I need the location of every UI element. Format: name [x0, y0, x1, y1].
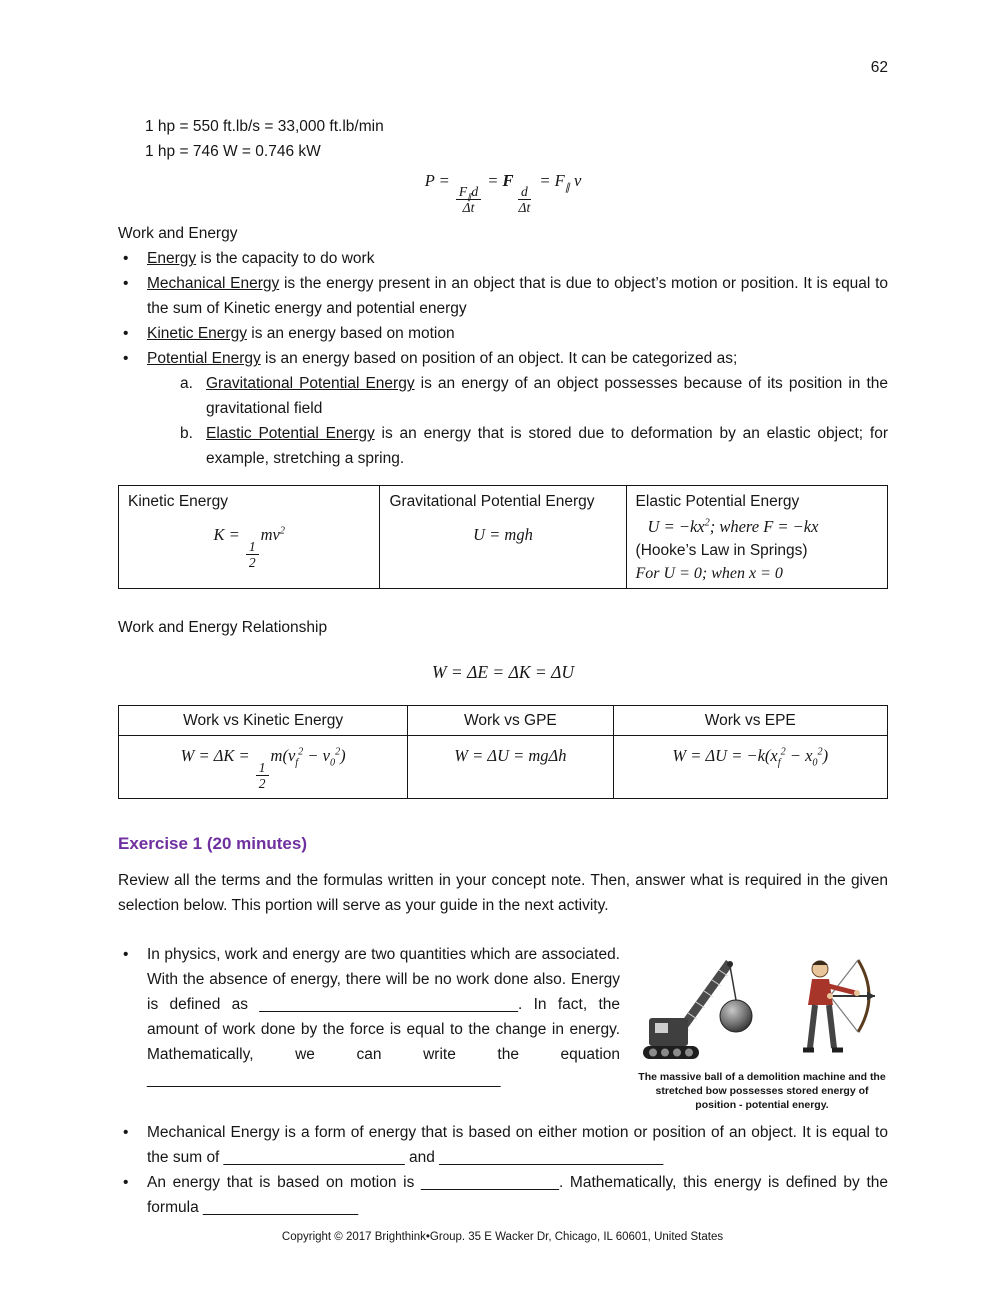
sub-item-label: b. [180, 425, 193, 443]
term-mechanical-energy: Mechanical Energy [147, 275, 280, 293]
kinetic-energy-formula: K = $\frac{1}{2}$ $mv^2$ [213, 525, 285, 570]
cell-kinetic-energy [119, 486, 380, 589]
exercise-bullet-3-text: An energy that is based on motion is ________________. Mathematically, this energy is defined by the formula __________________ [147, 1173, 888, 1216]
hookes-law-note: (Hooke’s Law in Springs) [635, 542, 808, 560]
exercise-bullet-1-text: In physics, work and energy are two quantities which are associated. With the absence of energy, there will be no work done also. Energy is defined as ______________________________. In fact, the amount of work done by the force is equal to the change in energy. Mathematically, we can write the equation _________________________________________ [147, 945, 620, 1088]
bullet-marker: • [123, 1173, 129, 1191]
term-energy: Energy [147, 250, 197, 268]
copyright-footer: Copyright © 2017 Brighthink•Group. 35 E Wacker Dr, Chicago, IL 60601, United States [281, 1231, 724, 1243]
hp-conversion-line-1: 1 hp = 550 ft.lb/s = 33,000 ft.lb/min [145, 118, 384, 135]
bullet-text [147, 271, 888, 321]
table-header-row [119, 706, 888, 736]
table-formula-row [119, 736, 888, 798]
bullet-marker: • [123, 945, 129, 963]
cell-header: Gravitational Potential Energy [389, 493, 595, 511]
sub-item-rest: is an energy that is stored due to deformation by an elastic object; for example, stretching a spring. [206, 425, 888, 468]
term-elastic-pe: Elastic Potential Energy [206, 425, 375, 443]
sub-item-gravitational-pe [118, 371, 888, 421]
bullet-mechanical-energy [118, 271, 888, 321]
hp-conversions [118, 114, 888, 164]
bullet-rest: is the capacity to do work [196, 250, 375, 268]
bullet-rest: is an energy based on position of an object. It can be categorized as; [260, 350, 738, 368]
hp-conversion-line-2: 1 hp = 746 W = 0.746 kW [145, 143, 321, 160]
bullet-kinetic-energy [118, 321, 888, 346]
archer-with-bow [803, 960, 875, 1050]
bullet-potential-energy [118, 346, 888, 371]
bullet-marker: • [123, 275, 129, 293]
exercise-bullet-1 [118, 942, 888, 1112]
work-vs-energy-table [118, 705, 888, 798]
bullet-energy [118, 246, 888, 271]
cell-elastic-pe [626, 486, 887, 589]
sub-item-elastic-pe [118, 421, 888, 471]
bullet-marker: • [123, 350, 129, 368]
exercise-title: Exercise 1 (20 minutes) [118, 833, 307, 853]
figure-block [620, 942, 888, 1112]
page-number: 62 [870, 59, 888, 76]
term-kinetic-energy: Kinetic Energy [147, 325, 247, 343]
sub-item-text [206, 421, 888, 471]
header-work-vs-kinetic: Work vs Kinetic Energy [119, 706, 408, 736]
bullet-text [147, 321, 888, 346]
header-work-vs-epe: Work vs EPE [613, 706, 887, 736]
bullet-text [147, 246, 888, 271]
energy-formulas-table [118, 485, 888, 589]
sub-item-rest: is an energy of an object possesses because of its position in the gravitational field [206, 375, 889, 418]
elastic-pe-condition: For U = 0; when x = 0 [635, 565, 783, 583]
bullet-marker: • [123, 1123, 129, 1141]
bullet-text [147, 346, 888, 371]
bullet-marker: • [123, 325, 129, 343]
work-energy-relationship-formula: W = ΔE = ΔK = ΔU [431, 662, 575, 683]
section-heading-relationship: Work and Energy Relationship [118, 619, 328, 637]
work-vs-kinetic-formula: W = ΔK = $\frac{1}{2}$ $m(v_f^2 - v_0^2)$ [119, 736, 408, 798]
exercise-intro: Review all the terms and the formulas written in your concept note. Then, answer what is required in the given selection below. This portion will serve as your guide in the next activity. [118, 871, 888, 914]
gravitational-pe-formula: U = mgh [473, 525, 533, 545]
elastic-pe-formula: $U = -kx^2$; where F = −kx [647, 517, 819, 537]
figure-caption: The massive ball of a demolition machine and the stretched bow possesses stored energy of position - potential energy. [638, 1070, 886, 1111]
bullet-rest: is an energy based on motion [246, 325, 455, 343]
exercise-bullet-2 [118, 1120, 888, 1170]
power-formula: P = $\frac{F_\parallel d}{\Delta t}$ = F $\frac{d}{\Delta t}$ = $F_\parallel$ v [424, 171, 582, 216]
cell-header: Elastic Potential Energy [635, 493, 800, 511]
term-gravitational-pe: Gravitational Potential Energy [206, 375, 415, 393]
cell-gravitational-pe [380, 486, 626, 589]
sub-item-text [206, 371, 888, 421]
term-potential-energy: Potential Energy [147, 350, 261, 368]
potential-energy-illustration [636, 948, 886, 1066]
exercise-bullet-3 [118, 1170, 888, 1220]
work-vs-epe-formula: $W = \Delta U = -k(x_f^2 - x_0^2)$ [613, 736, 887, 798]
table-row [119, 486, 888, 589]
work-vs-gpe-formula: W = ΔU = mgΔh [408, 736, 613, 798]
exercise-bullet-2-text: Mechanical Energy is a form of energy that is based on either motion or position of an object. It is equal to the sum of _____________________ and __________________________ [147, 1123, 888, 1166]
cell-header: Kinetic Energy [128, 493, 228, 511]
bullet-marker: • [123, 250, 129, 268]
section-heading-work-and-energy: Work and Energy [118, 225, 238, 243]
crane-with-wrecking-ball [643, 960, 752, 1059]
bullet-rest: is the energy present in an object that is due to object’s motion or position. It is equal to the sum of Kinetic energy and potential energy [147, 275, 889, 318]
sub-item-label: a. [180, 375, 193, 393]
header-work-vs-gpe: Work vs GPE [408, 706, 613, 736]
